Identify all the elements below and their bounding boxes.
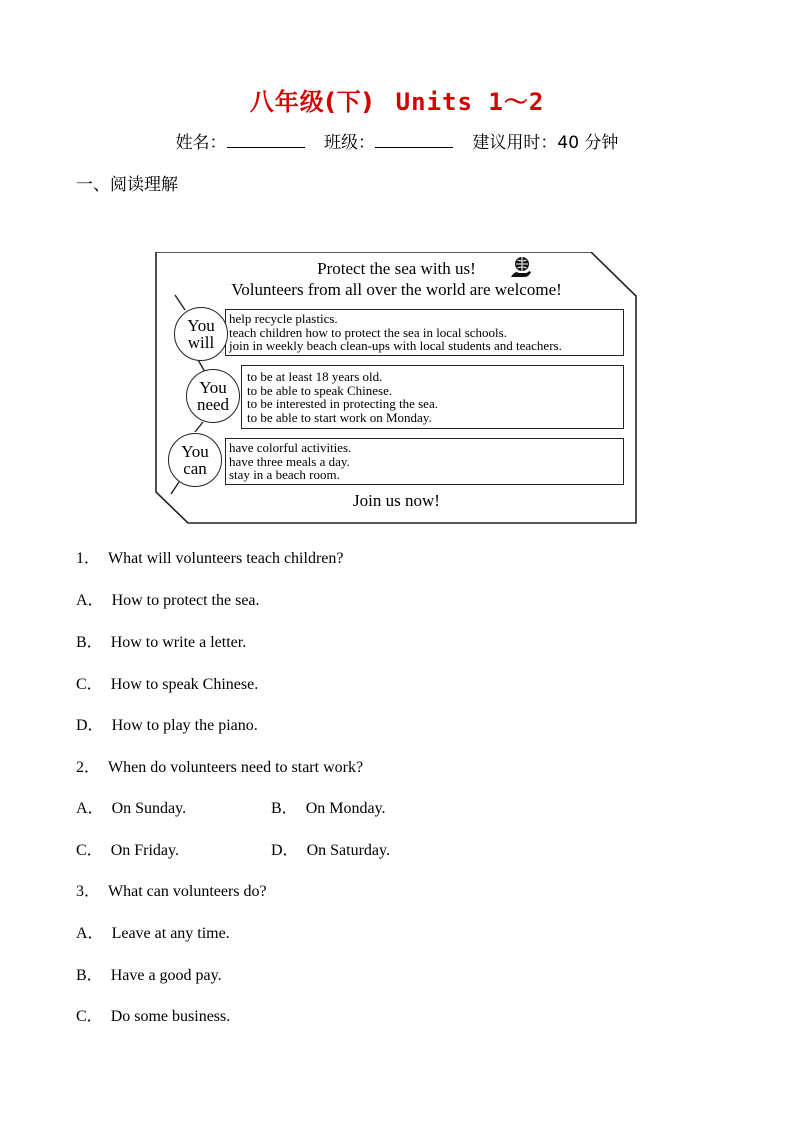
page-title — [0, 82, 794, 117]
option-text: On Monday. — [305, 800, 386, 817]
option-letter: A． — [76, 925, 104, 942]
option-letter: D． — [271, 842, 299, 859]
option-letter: B． — [271, 800, 298, 817]
question-1 — [76, 545, 343, 568]
option-text: Have a good pay. — [110, 967, 222, 984]
option-2b[interactable] — [271, 795, 386, 818]
option-1a[interactable] — [76, 587, 260, 610]
list-item: join in weekly beach clean-ups with local students and teachers. — [229, 338, 562, 353]
title-grade: 八年级(下) — [249, 88, 374, 116]
bubble-text: You — [181, 442, 209, 461]
option-1d[interactable] — [76, 712, 258, 735]
question-2 — [76, 754, 363, 777]
poster-heading-1: Protect the sea with us! — [317, 259, 476, 278]
option-1b[interactable] — [76, 629, 246, 652]
will-box — [225, 309, 624, 356]
time-label: 建议用时：40 分钟 — [472, 133, 619, 153]
option-3b[interactable] — [76, 962, 222, 985]
option-letter: C． — [76, 676, 103, 693]
bubble-text: need — [196, 395, 230, 414]
name-label: 姓名： — [175, 133, 227, 153]
section-title: 一、阅读理解 — [76, 175, 178, 195]
option-letter: C． — [76, 842, 103, 859]
volunteer-poster — [155, 252, 638, 524]
list-item: help recycle plastics. — [229, 311, 338, 326]
poster-footer: Join us now! — [353, 491, 440, 510]
class-label: 班级： — [323, 133, 375, 153]
option-2d[interactable] — [271, 837, 390, 860]
question-text: What will volunteers teach children? — [108, 550, 344, 567]
question-number: 2． — [76, 759, 101, 776]
student-info-line — [0, 128, 794, 153]
option-text: On Friday. — [110, 842, 179, 859]
list-item: have three meals a day. — [229, 453, 350, 469]
list-item: have colorful activities. — [229, 440, 352, 455]
option-text: How to speak Chinese. — [110, 676, 259, 693]
option-text: On Sunday. — [111, 800, 187, 817]
option-2c[interactable] — [76, 837, 179, 860]
bubble-text: You — [199, 378, 227, 397]
option-text: Do some business. — [110, 1008, 231, 1025]
option-3c[interactable] — [76, 1003, 230, 1026]
list-item: to be interested in protecting the sea. — [247, 396, 438, 411]
question-text: What can volunteers do? — [108, 883, 267, 900]
question-text: When do volunteers need to start work? — [108, 759, 364, 776]
option-letter: A． — [76, 592, 104, 609]
option-text: How to play the piano. — [111, 717, 258, 734]
bubble-you-need — [186, 369, 240, 423]
option-3a[interactable] — [76, 920, 230, 943]
option-letter: B． — [76, 967, 103, 984]
option-letter: C． — [76, 1008, 103, 1025]
need-box — [241, 365, 624, 429]
bubble-text: will — [187, 333, 215, 352]
question-3 — [76, 878, 267, 901]
list-item: to be able to start work on Monday. — [247, 409, 432, 425]
bubble-text: You — [187, 316, 215, 335]
option-text: On Saturday. — [306, 842, 390, 859]
bubble-you-can — [168, 433, 222, 487]
option-letter: B． — [76, 634, 103, 651]
question-number: 1． — [76, 550, 101, 567]
can-box — [225, 438, 624, 485]
option-2a[interactable] — [76, 795, 186, 818]
class-blank[interactable] — [375, 133, 453, 148]
poster-heading-2: Volunteers from all over the world are welcome! — [231, 280, 562, 299]
list-item: to be at least 18 years old. — [247, 369, 383, 384]
option-letter: D． — [76, 717, 104, 734]
list-item: stay in a beach room. — [229, 467, 340, 482]
option-text: How to write a letter. — [110, 634, 247, 651]
question-number: 3． — [76, 883, 101, 900]
bubble-text: can — [183, 459, 207, 478]
option-letter: A． — [76, 800, 104, 817]
option-text: How to protect the sea. — [111, 592, 260, 609]
list-item: teach children how to protect the sea in local schools. — [229, 324, 507, 340]
list-item: to be able to speak Chinese. — [247, 382, 393, 398]
option-text: Leave at any time. — [111, 925, 230, 942]
option-1c[interactable] — [76, 671, 258, 694]
bubble-you-will — [174, 307, 228, 361]
name-blank[interactable] — [227, 133, 305, 148]
title-units: Units 1～2 — [395, 88, 545, 116]
